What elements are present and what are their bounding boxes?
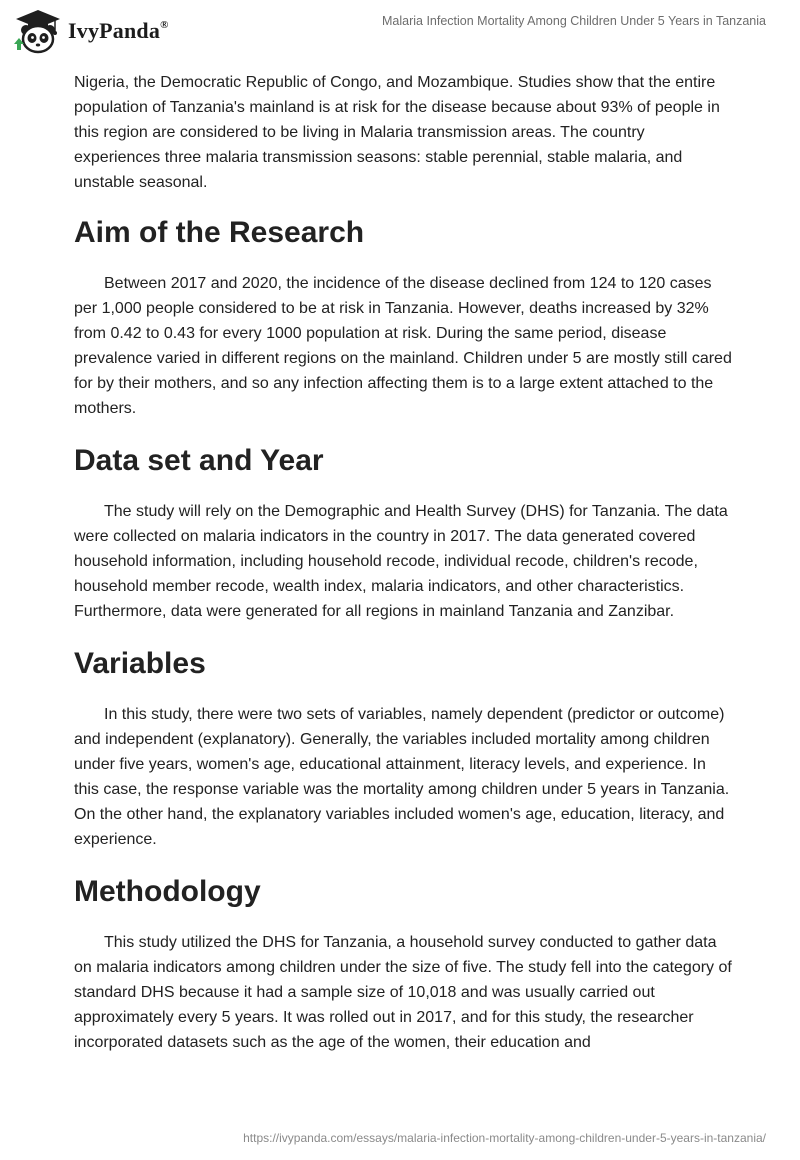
section-heading: Data set and Year [74, 444, 324, 477]
brand-name: IvyPanda® [68, 18, 169, 43]
section-paragraph: This study utilized the DHS for Tanzania, a household survey conducted to gather data on malaria indicators among children under the size of five. The study fell into the category of standard DHS because it had a sample size of 10,018 and was usually carried out approximately every 5 years. It was rolled out in 2017, and for this study, the researcher incorporated datasets such as the age of the women, their education and [74, 934, 732, 1051]
section-methodology [74, 872, 734, 1055]
section-variables [74, 644, 734, 852]
logo[interactable] [14, 8, 169, 54]
intro-paragraph: Nigeria, the Democratic Republic of Congo, and Mozambique. Studies show that the entire population of Tanzania's mainland is at risk for the disease because about 93% of people in this region are considered to be living in Malaria transmission areas. The country experiences three malaria transmission seasons: stable perennial, stable malaria, and unstable seasonal. [74, 74, 720, 191]
source-url[interactable]: https://ivypanda.com/essays/malaria-infection-mortality-among-children-under-5-years-in-tanzania/ [243, 1131, 766, 1145]
section-paragraph: The study will rely on the Demographic and Health Survey (DHS) for Tanzania. The data were collected on malaria indicators in the country in 2017. The data generated covered household information, including household recode, individual recode, children's recode, household member recode, wealth index, malaria indicators, and other characteristics. Furthermore, data were generated for all regions in mainland Tanzania and Zanzibar. [74, 503, 728, 620]
document-title: Malaria Infection Mortality Among Children Under 5 Years in Tanzania [381, 14, 766, 28]
section-data-set [74, 441, 734, 624]
section-aim [74, 213, 734, 421]
section-paragraph: Between 2017 and 2020, the incidence of the disease declined from 124 to 120 cases per 1,000 people considered to be at risk in Tanzania. However, deaths increased by 32% from 0.42 to 0.43 for every 1000 population at risk. During the same period, disease prevalence varied in different regions on the mainland. Children under 5 are mostly still cared for by their mothers, and so any infection affecting them is to a large extent attached to the mothers. [74, 275, 732, 417]
page-header [0, 0, 800, 64]
section-heading: Methodology [74, 875, 261, 908]
article-body [74, 70, 734, 1075]
panda-graduation-cap-icon [14, 8, 62, 54]
section-paragraph: In this study, there were two sets of variables, namely dependent (predictor or outcome) and independent (explanatory). Generally, the variables included mortality among children under five years, women's age, educational attainment, literacy levels, and experience. In this case, the response variable was the mortality among children under 5 years in Tanzania. On the other hand, the explanatory variables included women's age, education, literacy, and experience. [74, 706, 730, 848]
section-heading: Aim of the Research [74, 216, 365, 249]
section-heading: Variables [74, 647, 206, 680]
